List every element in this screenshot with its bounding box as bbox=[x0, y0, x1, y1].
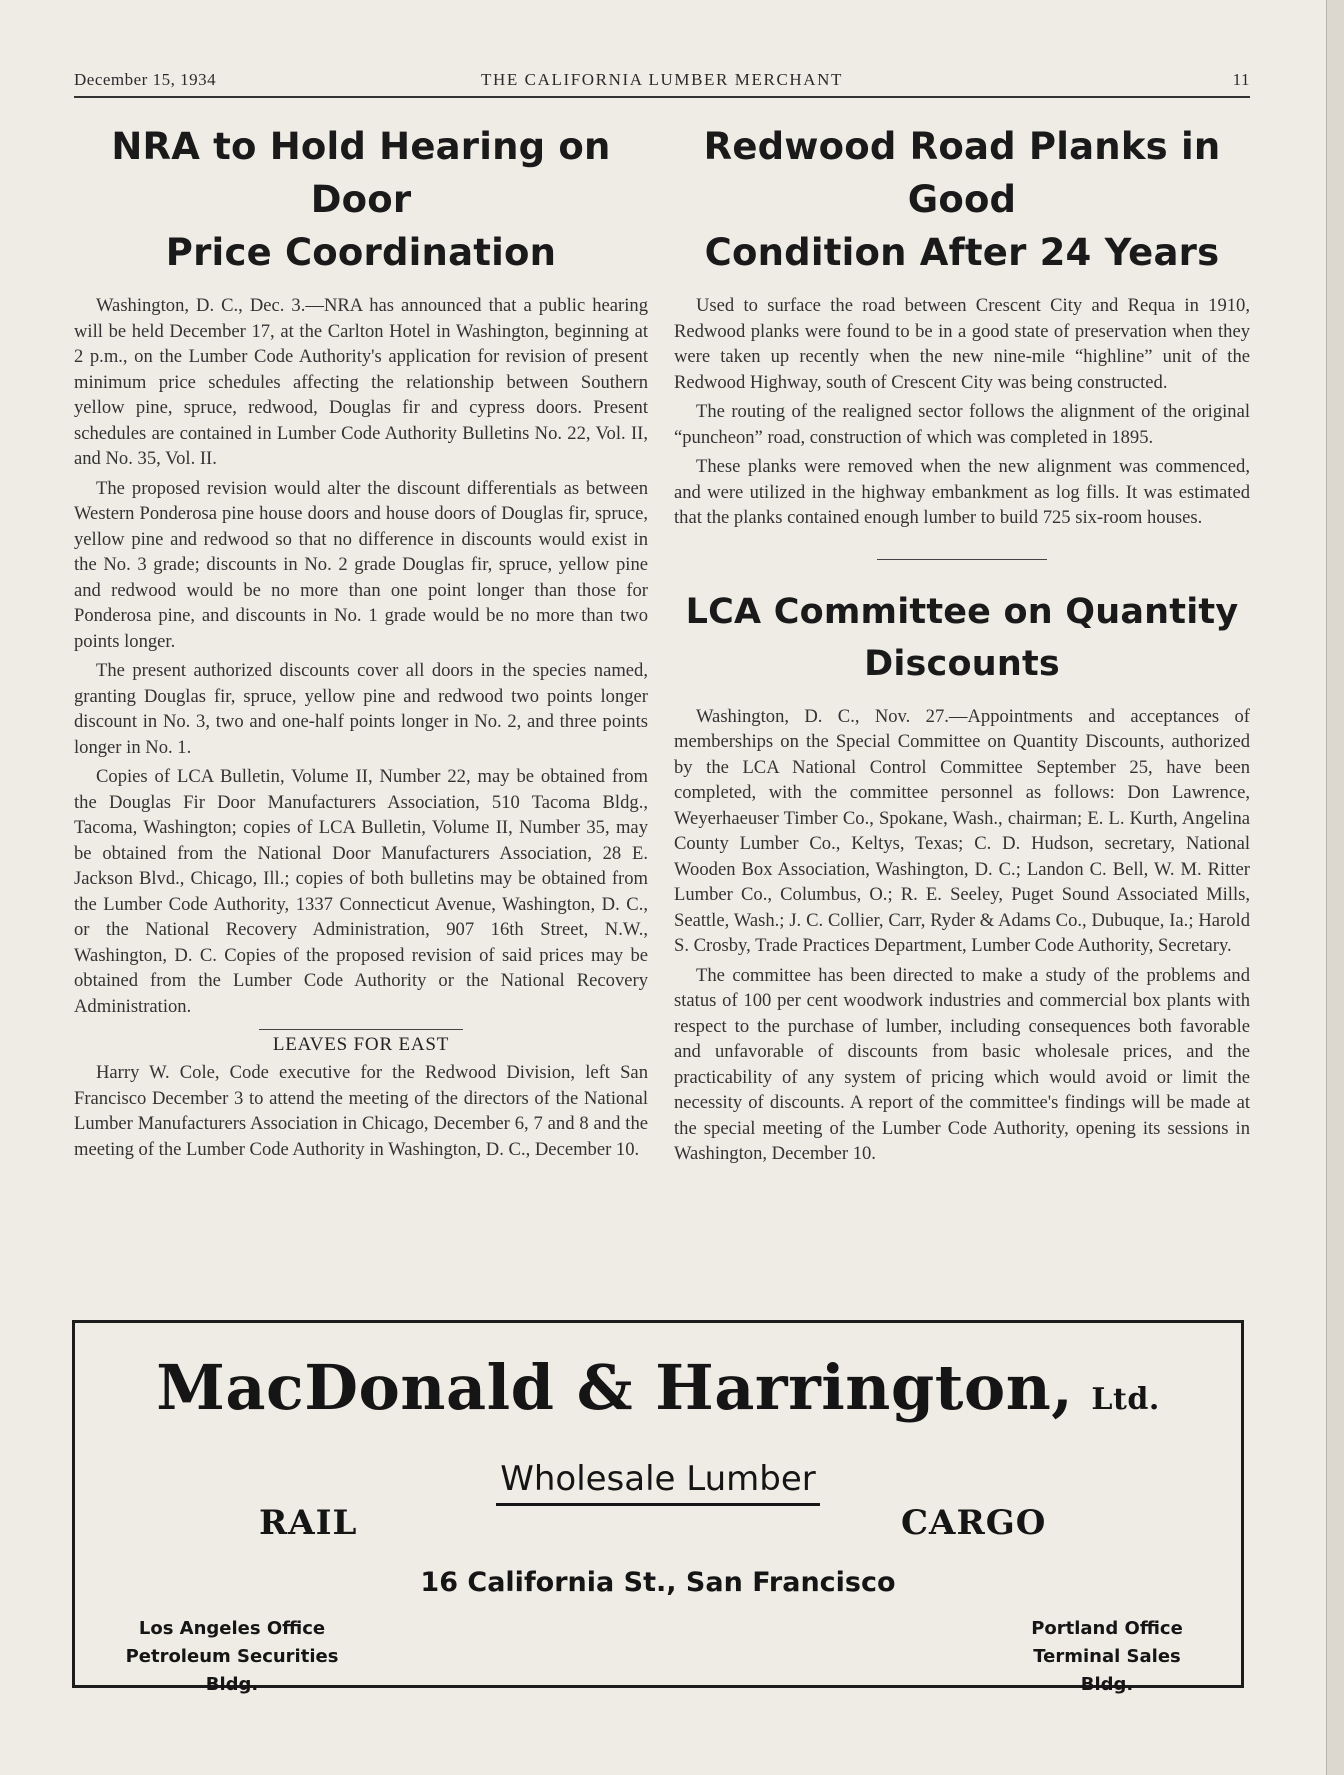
lca-headline-line1: LCA Committee on Quantity bbox=[685, 591, 1239, 632]
redwood-paragraph: These planks were removed when the new alignment was commenced, and were utilized in the highway embankment as log fills. It was estimated that the planks contained enough lumber to build 725 six-room houses. bbox=[674, 456, 1250, 528]
publication-title: THE CALIFORNIA LUMBER MERCHANT bbox=[480, 70, 844, 89]
redwood-paragraph: The routing of the realigned sector follows the alignment of the original “puncheon” road, construction of which was completed in 1895. bbox=[674, 401, 1250, 448]
ad-tagline bbox=[75, 1459, 1241, 1499]
redwood-headline-line2: Condition After 24 Years bbox=[704, 231, 1220, 274]
ad-tagline-text: Wholesale Lumber bbox=[496, 1459, 820, 1506]
redwood-headline-line1: Redwood Road Planks in Good bbox=[703, 125, 1221, 221]
lca-headline-line2: Discounts bbox=[864, 643, 1060, 684]
ad-address: 16 California St., San Francisco bbox=[420, 1567, 896, 1598]
ad-portland-office-title: Portland Office bbox=[1031, 1618, 1183, 1639]
lca-article-body bbox=[674, 704, 1250, 1167]
left-column bbox=[74, 120, 648, 1166]
leaves-for-east-paragraph: Harry W. Cole, Code executive for the Redwood Division, left San Francisco December 3 to attend the meeting of the directors of the National Lumber Manufacturers Association in Chicago, December 6, 7 and 8 and the meeting of the Lumber Code Authority in Washington, D. C., December 10. bbox=[74, 1062, 648, 1160]
lca-headline bbox=[674, 586, 1250, 690]
ad-firm-name bbox=[75, 1351, 1241, 1424]
ad-firm-main: MacDonald & Harrington, bbox=[156, 1351, 1074, 1424]
ad-portland-office bbox=[1007, 1615, 1207, 1699]
page-edge bbox=[1326, 0, 1344, 1775]
redwood-article-body bbox=[674, 293, 1250, 531]
nra-headline-line2: Price Coordination bbox=[165, 231, 557, 274]
nra-paragraph: Copies of LCA Bulletin, Volume II, Number 22, may be obtained from the Douglas Fir Door Manufacturers Association, 510 Tacoma Bldg., Tacoma, Washington; copies of LCA Bulletin, Volume II, Number 35, may be obtained from the National Door Manufacturers Association, 28 E. Jackson Blvd., Chicago, Ill.; copies of both bulletins may be obtained from the Lumber Code Authority, 1337 Connecticut Avenue, Washington, D. C., or the National Recovery Administration, 907 16th Street, N.W., Washington, D. C. Copies of the proposed revision of said prices may be obtained from the Lumber Code Authority or the National Recovery Administration. bbox=[74, 766, 648, 1017]
nra-article-body bbox=[74, 293, 648, 1162]
macdonald-harrington-advertisement bbox=[72, 1320, 1244, 1695]
ad-la-office-bldg: Petroleum Securities Bldg. bbox=[125, 1646, 339, 1695]
nra-paragraph: The present authorized discounts cover all doors in the species named, granting Douglas fir, spruce, yellow pine and redwood two points longer discount in No. 3, two and one-half points longer in No. 2, and three points longer in No. 1. bbox=[74, 660, 648, 758]
nra-headline bbox=[74, 120, 648, 279]
ad-cargo-label: CARGO bbox=[901, 1503, 1047, 1543]
ad-rail-label: RAIL bbox=[259, 1503, 358, 1543]
nra-headline-line1: NRA to Hold Hearing on Door bbox=[111, 125, 611, 221]
section-divider bbox=[259, 1029, 463, 1030]
leaves-for-east-subhead: LEAVES FOR EAST bbox=[272, 1034, 450, 1055]
nra-paragraph: The proposed revision would alter the discount differentials as between Western Ponderosa pine house doors and house doors of Douglas fir, spruce, yellow pine and redwood so that no difference in discounts would exist in the No. 3 grade; discounts in No. 2 grade Douglas fir, spruce, yellow pine and redwood would be no more than one point longer than those for Ponderosa pine, and discounts in No. 1 grade would be no more than two points longer. bbox=[74, 477, 648, 652]
right-column bbox=[674, 120, 1250, 1171]
article-divider bbox=[877, 559, 1047, 560]
nra-paragraph: Washington, D. C., Dec. 3.—NRA has announced that a public hearing will be held December 17, at the Carlton Hotel in Washington, beginning at 2 p.m., on the Lumber Code Authority's application for revision of present minimum price schedules affecting the relationship between Southern yellow pine, spruce, redwood, Douglas fir and cypress doors. Present schedules are contained in Lumber Code Authority Bulletins No. 22, Vol. II, and No. 35, Vol. II. bbox=[74, 295, 648, 469]
lca-paragraph: The committee has been directed to make a study of the problems and status of 100 per cent woodwork industries and commercial box plants with respect to the purchase of lumber, including consequences both favorable and unfavorable of discounts from basic wholesale prices, and the practicability of any system of pricing which would avoid or limit the necessity of discounts. A report of the committee's findings will be made at the special meeting of the Lumber Code Authority, opening its sessions in Washington, December 10. bbox=[674, 964, 1250, 1164]
redwood-paragraph: Used to surface the road between Crescent City and Requa in 1910, Redwood planks were found to be in a good state of preservation when they were taken up recently when the new nine-mile “highline” unit of the Redwood Highway, south of Crescent City was being constructed. bbox=[674, 295, 1250, 393]
page-number: 11 bbox=[1232, 70, 1250, 89]
issue-date: December 15, 1934 bbox=[74, 70, 217, 89]
lca-paragraph: Washington, D. C., Nov. 27.—Appointments and acceptances of memberships on the Special Committee on Quantity Discounts, authorized by the LCA National Control Committee September 25, have been completed, with the committee personnel as follows: Don Lawrence, Weyerhaeuser Timber Co., Spokane, Wash., chairman; E. L. Kurth, Angelina County Lumber Co., Keltys, Texas; C. D. Hudson, secretary, National Wooden Box Association, Washington, D. C.; Landon C. Bell, W. M. Ritter Lumber Co., Columbus, O.; R. E. Seeley, Puget Sound Associated Mills, Seattle, Wash.; J. C. Collier, Carr, Ryder & Adams Co., Dubuque, Ia.; Harold S. Crosby, Trade Practices Department, Lumber Code Authority, Secretary. bbox=[674, 705, 1250, 956]
redwood-headline bbox=[674, 120, 1250, 279]
ad-la-office-title: Los Angeles Office bbox=[138, 1618, 326, 1639]
running-head bbox=[74, 68, 1250, 98]
ad-la-office bbox=[109, 1615, 355, 1699]
ad-portland-office-bldg: Terminal Sales Bldg. bbox=[1033, 1646, 1181, 1695]
ad-firm-suffix: Ltd. bbox=[1091, 1382, 1160, 1417]
